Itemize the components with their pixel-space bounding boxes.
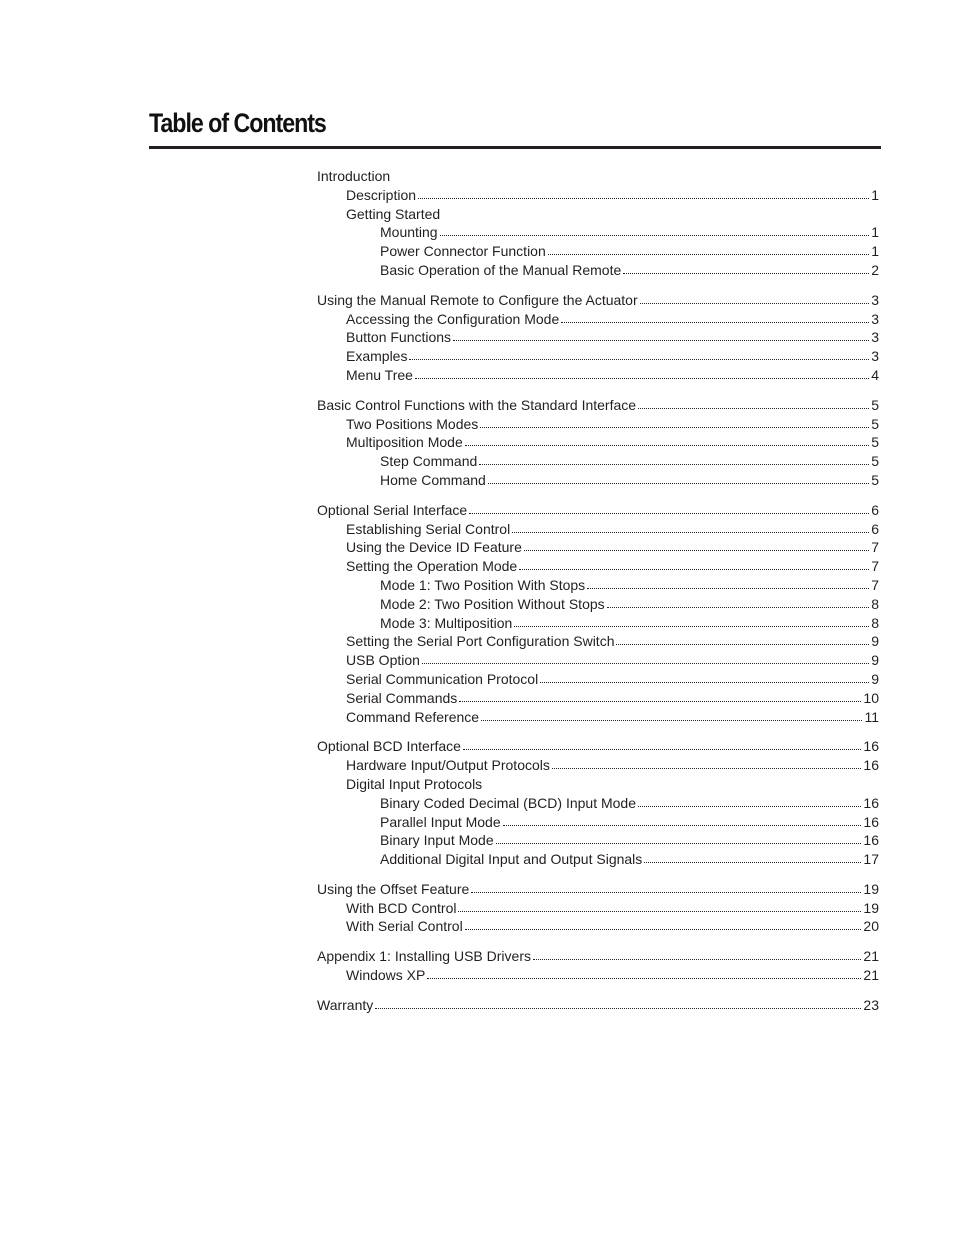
toc-page-number: 17 xyxy=(863,851,879,868)
dot-leader xyxy=(488,482,869,484)
toc-entry-title: Digital Input Protocols xyxy=(346,775,483,792)
dot-leader xyxy=(465,928,862,930)
toc-entry-title: Windows XP xyxy=(346,967,426,984)
dot-leader xyxy=(471,891,861,893)
toc-entry xyxy=(317,205,879,224)
toc-entry-title: Optional Serial Interface xyxy=(317,501,468,518)
dot-leader xyxy=(644,861,861,863)
dot-leader xyxy=(459,700,861,702)
toc-page-number: 7 xyxy=(871,558,879,575)
dot-leader xyxy=(503,824,862,826)
toc-entry-title: Multiposition Mode xyxy=(346,434,463,451)
toc-page-number: 8 xyxy=(871,595,879,612)
toc-entry-title: Binary Input Mode xyxy=(380,832,494,849)
toc-section xyxy=(317,291,879,385)
dot-leader xyxy=(552,767,862,769)
toc-entry xyxy=(317,291,879,310)
dot-leader xyxy=(496,842,862,844)
toc-entry-title: Additional Digital Input and Output Signals xyxy=(380,851,643,868)
dot-leader xyxy=(453,339,869,341)
toc-entry-title: Home Command xyxy=(380,471,486,488)
toc-entry-title: Mode 3: Multiposition xyxy=(380,614,513,631)
toc-page-number: 10 xyxy=(863,689,879,706)
dot-leader xyxy=(533,958,861,960)
toc-section xyxy=(317,947,879,985)
toc-entry-title: Setting the Serial Port Configuration Switch xyxy=(346,633,615,650)
toc-entry-title: Setting the Operation Mode xyxy=(346,558,518,575)
toc-entry-title: Menu Tree xyxy=(346,366,413,383)
toc-entry xyxy=(317,576,879,595)
toc-section xyxy=(317,880,879,936)
toc-entry xyxy=(317,737,879,756)
dot-leader xyxy=(480,426,869,428)
toc-entry-title: Button Functions xyxy=(346,329,452,346)
toc-page-number: 3 xyxy=(871,291,879,308)
dot-leader xyxy=(524,549,869,551)
dot-leader xyxy=(479,463,869,465)
toc-entry xyxy=(317,415,879,434)
dot-leader xyxy=(427,977,861,979)
toc-entry-title: Command Reference xyxy=(346,708,480,725)
toc-entry-title: Serial Commands xyxy=(346,689,458,706)
dot-leader xyxy=(481,719,862,721)
toc-entry xyxy=(317,396,879,415)
toc-page-number: 1 xyxy=(871,243,879,260)
toc-page-number: 6 xyxy=(871,501,879,518)
toc-entry-title: Basic Operation of the Manual Remote xyxy=(380,261,622,278)
toc-page-number: 20 xyxy=(863,918,879,935)
toc-entry-title: Description xyxy=(346,186,417,203)
dot-leader xyxy=(640,302,870,304)
toc-page-number: 1 xyxy=(871,224,879,241)
toc-entry xyxy=(317,310,879,329)
toc-page-number: 5 xyxy=(871,434,879,451)
toc-entry-title: Binary Coded Decimal (BCD) Input Mode xyxy=(380,794,636,811)
toc-entry-title: Using the Manual Remote to Configure the Actuator xyxy=(317,291,638,308)
toc-entry-title: Two Positions Modes xyxy=(346,415,479,432)
title-rule xyxy=(149,146,881,149)
toc-entry xyxy=(317,186,879,205)
toc-entry-title: Optional BCD Interface xyxy=(317,738,461,755)
dot-leader xyxy=(540,681,869,683)
dot-leader xyxy=(519,568,869,570)
toc-page-number: 2 xyxy=(871,261,879,278)
toc-page-number: 9 xyxy=(871,670,879,687)
dot-leader xyxy=(548,253,869,255)
toc-entry xyxy=(317,850,879,869)
toc-entry xyxy=(317,899,879,918)
toc-entry xyxy=(317,433,879,452)
toc-page-number: 9 xyxy=(871,652,879,669)
toc-page-number: 8 xyxy=(871,614,879,631)
toc-entry xyxy=(317,595,879,614)
toc-entry xyxy=(317,708,879,727)
toc-entry xyxy=(317,651,879,670)
toc-page-number: 21 xyxy=(863,967,879,984)
toc-page-number: 5 xyxy=(871,453,879,470)
dot-leader xyxy=(458,910,861,912)
toc-entry xyxy=(317,614,879,633)
toc-entry xyxy=(317,775,879,794)
toc-entry xyxy=(317,917,879,936)
table-of-contents xyxy=(317,167,879,1026)
toc-entry-title: Appendix 1: Installing USB Drivers xyxy=(317,948,531,965)
toc-entry xyxy=(317,261,879,280)
toc-page-number: 16 xyxy=(863,813,879,830)
toc-entry xyxy=(317,538,879,557)
toc-entry-title: Accessing the Configuration Mode xyxy=(346,310,560,327)
toc-entry xyxy=(317,242,879,261)
toc-entry xyxy=(317,689,879,708)
toc-entry-title: Mounting xyxy=(380,224,438,241)
dot-leader xyxy=(409,358,869,360)
toc-entry xyxy=(317,366,879,385)
dot-leader xyxy=(469,512,869,514)
toc-entry xyxy=(317,452,879,471)
dot-leader xyxy=(607,606,870,608)
toc-page-number: 23 xyxy=(863,996,879,1013)
toc-page-number: 9 xyxy=(871,633,879,650)
toc-entry xyxy=(317,632,879,651)
dot-leader xyxy=(440,234,870,236)
toc-entry xyxy=(317,347,879,366)
page-title: Table of Contents xyxy=(149,108,326,138)
toc-entry-title: Hardware Input/Output Protocols xyxy=(346,757,550,774)
dot-leader xyxy=(638,407,869,409)
toc-page-number: 1 xyxy=(871,186,879,203)
toc-section xyxy=(317,167,879,280)
toc-page-number: 3 xyxy=(871,348,879,365)
toc-section xyxy=(317,501,879,727)
toc-entry-title: Establishing Serial Control xyxy=(346,520,511,537)
toc-entry xyxy=(317,947,879,966)
toc-entry xyxy=(317,996,879,1015)
toc-page-number: 5 xyxy=(871,471,879,488)
toc-page-number: 4 xyxy=(871,366,879,383)
toc-entry xyxy=(317,880,879,899)
toc-entry-title: Serial Communication Protocol xyxy=(346,670,539,687)
toc-entry-title: Introduction xyxy=(317,168,391,184)
toc-page-number: 16 xyxy=(863,832,879,849)
dot-leader xyxy=(465,444,869,446)
toc-entry xyxy=(317,670,879,689)
dot-leader xyxy=(638,805,861,807)
toc-section xyxy=(317,396,879,490)
toc-page-number: 7 xyxy=(871,539,879,556)
toc-entry-title: Parallel Input Mode xyxy=(380,813,501,830)
toc-entry xyxy=(317,223,879,242)
toc-page-number: 19 xyxy=(863,880,879,897)
toc-page-number: 16 xyxy=(863,794,879,811)
toc-entry xyxy=(317,471,879,490)
dot-leader xyxy=(418,197,869,199)
dot-leader xyxy=(616,643,869,645)
toc-page-number: 6 xyxy=(871,520,879,537)
toc-entry-title: Using the Device ID Feature xyxy=(346,539,522,556)
toc-section xyxy=(317,737,879,869)
toc-entry xyxy=(317,501,879,520)
toc-page-number: 16 xyxy=(863,757,879,774)
dot-leader xyxy=(587,587,869,589)
toc-section xyxy=(317,996,879,1015)
toc-page-number: 16 xyxy=(863,738,879,755)
dot-leader xyxy=(422,662,869,664)
toc-entry-title: Using the Offset Feature xyxy=(317,880,470,897)
toc-entry-title: Warranty xyxy=(317,996,374,1013)
dot-leader xyxy=(463,748,861,750)
dot-leader xyxy=(561,321,869,323)
toc-entry-title: With Serial Control xyxy=(346,918,463,935)
toc-entry xyxy=(317,557,879,576)
toc-entry xyxy=(317,831,879,850)
toc-entry xyxy=(317,794,879,813)
toc-page-number: 11 xyxy=(864,708,879,725)
toc-entry-title: Step Command xyxy=(380,453,478,470)
toc-page-number: 21 xyxy=(863,948,879,965)
toc-page-number: 3 xyxy=(871,329,879,346)
toc-entry xyxy=(317,520,879,539)
toc-entry-title: Basic Control Functions with the Standard Interface xyxy=(317,396,637,413)
toc-page-number: 19 xyxy=(863,899,879,916)
toc-entry xyxy=(317,328,879,347)
toc-entry xyxy=(317,756,879,775)
toc-entry-title: Examples xyxy=(346,348,408,365)
toc-entry-title: Mode 2: Two Position Without Stops xyxy=(380,595,605,612)
toc-entry-title: Power Connector Function xyxy=(380,243,546,260)
toc-entry-title: Mode 1: Two Position With Stops xyxy=(380,576,586,593)
toc-entry xyxy=(317,813,879,832)
dot-leader xyxy=(415,377,869,379)
toc-page-number: 5 xyxy=(871,396,879,413)
toc-entry xyxy=(317,966,879,985)
dot-leader xyxy=(623,272,869,274)
toc-entry-title: With BCD Control xyxy=(346,899,457,916)
toc-page-number: 5 xyxy=(871,415,879,432)
dot-leader xyxy=(514,625,869,627)
toc-page-number: 3 xyxy=(871,310,879,327)
toc-entry-title: Getting Started xyxy=(346,205,441,222)
toc-entry xyxy=(317,167,879,186)
toc-page-number: 7 xyxy=(871,576,879,593)
toc-entry-title: USB Option xyxy=(346,652,420,669)
dot-leader xyxy=(375,1007,861,1009)
dot-leader xyxy=(512,531,869,533)
